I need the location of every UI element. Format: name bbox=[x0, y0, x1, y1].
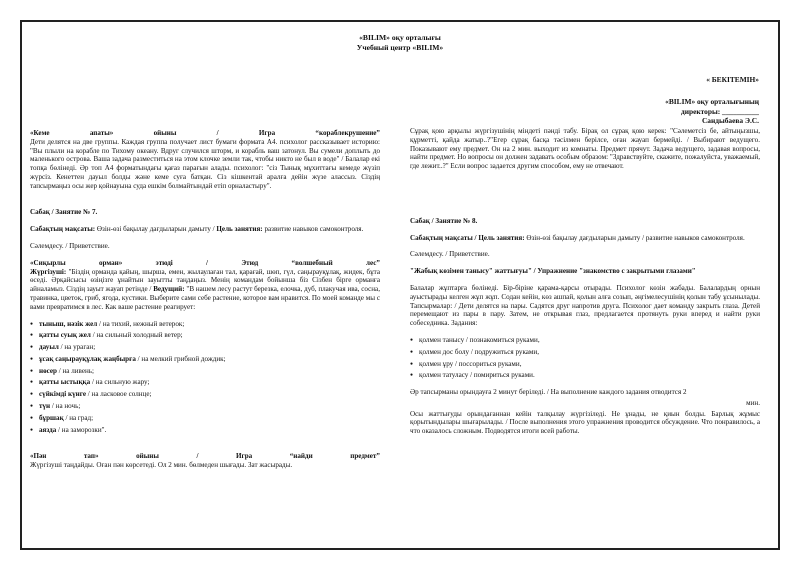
title-word: «Пән bbox=[30, 452, 47, 461]
list-item: ● тыныш, нәзік жел / на тихий, нежный ветерок; bbox=[30, 320, 380, 329]
title-word: лес” bbox=[366, 258, 380, 267]
title-word: «Кеме bbox=[30, 129, 50, 137]
leader-label: Жүргізуші: bbox=[30, 267, 67, 276]
goal-text: Өзін-өзі бақылау дағдыларын дамыту / развитие навыков самоконтроля. bbox=[526, 233, 745, 242]
left-column bbox=[30, 129, 380, 478]
exercise-text: Балалар жұптарға бөлінеді. Бір-біріне қарама-қарсы отырады. Психолог көзін жабады. Балалардың орнын ауыстырады келген жұп жұп. Содан кейін, көз ашпай, қолын алға созып, әңгімелесушінің қолын табу ұсынылады. Тапсырмалар: / Дети делятся на пары. Садятся друг напротив друга. Психолог дает команду закрыть глаза. Детей перемещают из пары в пару. Затем, не открывая глаз, предлагается протянуть руки вперед и найти руки собеседника. Задания: bbox=[410, 284, 760, 328]
title-word: Игра bbox=[258, 129, 276, 137]
goal-label-kz: Сабақтың мақсаты / bbox=[410, 233, 477, 242]
approval-title: « БЕКІТЕМІН» bbox=[706, 75, 759, 84]
document-page bbox=[25, 25, 775, 545]
list-item: ● қолмен танысу / познакомиться руками, bbox=[410, 336, 760, 345]
title-word: “кораблекрушение” bbox=[315, 129, 380, 137]
title-word: апаты» bbox=[89, 129, 114, 137]
title-word: орман» bbox=[98, 258, 123, 267]
etude-text-kz: "Біздің орманда қайың, шырша, емен, жылаулаған тал, қарағай, шөп, гүл, саңырауқұлақ, жидек, бұта өседі. Әрқайсысы өзіңізге ұнайтын зауытты таңдаңыз. Менің командам бойынша бiз Сізбен бірге орманға айналамыз. Сіздің зауыт жауап ретінде / bbox=[30, 267, 380, 294]
goal-label-ru: Цель занятия: bbox=[478, 233, 525, 242]
list-item: ● қолмен ұру / поссориться руками, bbox=[410, 360, 760, 369]
item-kz: ұсақ саңырауқұлақ жаңбырға bbox=[39, 354, 136, 363]
exercise-title: "Жабық көзімен танысу" жаттығуы" / Упражнение "знакомство с закрытыми глазами" bbox=[410, 267, 696, 276]
item-ru: на сильную жару; bbox=[95, 378, 150, 387]
list-item: ● сүйкімді күнге / на ласковое солнце; bbox=[30, 390, 380, 399]
item-kz: бұршақ bbox=[39, 413, 64, 422]
list-item: ● қолмен татуласу / помириться руками. bbox=[410, 371, 760, 380]
item-ru: на мелкий грибной дождик; bbox=[141, 354, 226, 363]
item-kz: сүйкімді күнге bbox=[39, 390, 87, 399]
item-ru: на заморозки". bbox=[61, 425, 107, 434]
item-kz: нөсер bbox=[39, 366, 57, 375]
item-ru: на тихий, нежный ветерок; bbox=[102, 319, 185, 328]
item-kz: аязда bbox=[39, 425, 57, 434]
title-word: Этюд bbox=[241, 258, 259, 267]
header-line-kz: «BILIM» оқу орталығы bbox=[359, 33, 441, 42]
list-item: ● нөсер / на ливень; bbox=[30, 367, 380, 376]
game2-title bbox=[30, 452, 380, 461]
title-word: “найди bbox=[289, 452, 313, 461]
list-item: ● түн / на ночь; bbox=[30, 402, 380, 411]
time-unit: мин. bbox=[746, 398, 760, 407]
tasks-list bbox=[410, 336, 760, 380]
title-word: / bbox=[206, 258, 209, 267]
greeting: Сәлемдесу. / Приветствие. bbox=[30, 242, 110, 251]
lesson8-goal bbox=[410, 234, 760, 243]
item-ru: на град; bbox=[69, 413, 94, 422]
approval-name: Сандыбаева Э.С. bbox=[701, 116, 759, 126]
goal-ru: развитие навыков самоконтроля. bbox=[264, 225, 364, 234]
document-header bbox=[25, 33, 775, 53]
goal-kz: Өзін-өзі бақылау дағдыларын дамыту / bbox=[96, 225, 215, 234]
list-item: ● қолмен дос болу / подружиться руками, bbox=[410, 348, 760, 357]
lesson8-heading: Сабақ / Занятие № 8. bbox=[410, 216, 478, 225]
game2-text: Жүргізуші таңдайды. Оған пән көрсетеді. Ол 2 мин. бөлмеден шығады. Зат жасырады. bbox=[30, 461, 293, 470]
list-item: ● аязда / на заморозки". bbox=[30, 426, 380, 435]
goal-label-kz: Сабақтың мақсаты: bbox=[30, 225, 96, 234]
title-word: “волшебный bbox=[291, 258, 333, 267]
goal-label-ru: Цель занятия: bbox=[216, 225, 263, 234]
item-ru: на ночь; bbox=[55, 401, 81, 410]
title-word: предмет” bbox=[350, 452, 380, 461]
greeting: Сәлемдесу. / Приветствие. bbox=[410, 250, 490, 259]
title-word: «Сиқырлы bbox=[30, 258, 66, 267]
item-ru: на ласковое солнце; bbox=[91, 390, 152, 399]
item-kz: қатты суық жел bbox=[39, 331, 91, 340]
header-line-ru: Учебный центр «BILIM» bbox=[356, 42, 444, 52]
etude-text bbox=[30, 268, 380, 312]
title-word: ойыны bbox=[136, 452, 159, 461]
lesson7-goal bbox=[30, 225, 380, 234]
leader-label-ru: Ведущий: bbox=[153, 285, 185, 294]
final-text: Осы жаттығуды орындағаннан кейін талқылау жүргізіледі. Не ұнады, не қиын болды. Барлық жұмыс қорытындылары шығарылады. / После выполнения этого упражнения проводится обсуждение. Что понравилось, а что оказалось сложным. Подводятся итоги всей работы. bbox=[410, 409, 760, 436]
item-ru: на сильный холодный ветер; bbox=[96, 331, 183, 340]
approval-director: директоры: __________ bbox=[680, 106, 759, 116]
list-item: ● қатты суық жел / на сильный холодный ветер; bbox=[30, 331, 380, 340]
list-item: ● бұршақ / на град; bbox=[30, 414, 380, 423]
weather-list bbox=[30, 320, 380, 435]
game1-text: Дети делятся на две группы. Каждая группа получает лист бумаги формата А4. психолог рассказывает историю: "Вы плыли на корабле по Тихому океану. Вдруг случился шторм, и корабль ваш затонул. Вы сумели доплыть до маленького острова. Ваша задача разместиться на этом клочке земли так, чтобы никто не был в воде" / Балалар екі топқа бөлінеді. Әр топ А4 форматындағы қағаз парағын алады. психолог: "сіз Тынық мұхиттағы кемеде жүзіп жүрсіз. Кенеттен дауыл болды және кеме суға батқан. Сіз кішкентай аралға дейін жүзе алассыз. Сіздің тапсырмаңыз осы жер қойнауына суда ешкім болмайтындай етіп орналастыру". bbox=[30, 137, 380, 190]
item-ru: на ураган; bbox=[64, 343, 96, 352]
title-word: Игра bbox=[235, 452, 253, 461]
time-text bbox=[410, 388, 760, 397]
approval-block bbox=[665, 75, 759, 126]
right-column bbox=[410, 127, 760, 444]
game2-continuation: Сұрақ қою арқылы жүргізушінің міндеті пәнді табу. Бірақ ол сұрақ қою керек: "Сәлеметсіз бе, айтыңызшы, құрметті, қайда жатыр..?"Егер сұрақ басқа тәсілмен берілсе, оған жауап бермейді. / Выбирают ведущего. Показывают ему предмет. Он на 2 мин. выходит из комнаты. Предмет прячут. Задача ведущего, задавая вопросы, найти предмет. Но вопросы он должен задавать особым образом: "Здравствуйте, скажите, пожалуйста, уважаемый, где лежит..?" Если вопрос задается другим способом, ему не отвечают. bbox=[410, 127, 760, 171]
etude-title bbox=[30, 259, 380, 268]
title-word: тап» bbox=[83, 452, 99, 461]
list-item: ● дауыл / на ураган; bbox=[30, 343, 380, 352]
item-kz: қатты ыстыққа bbox=[39, 378, 91, 387]
title-word: / bbox=[216, 129, 219, 137]
list-item: ● ұсақ саңырауқұлақ жаңбырға / на мелкий грибной дождик; bbox=[30, 355, 380, 364]
title-word: этюді bbox=[155, 258, 173, 267]
item-kz: түн bbox=[39, 401, 51, 410]
lesson7-heading: Сабақ / Занятие № 7. bbox=[30, 208, 98, 217]
item-ru: на ливень; bbox=[62, 366, 95, 375]
game1-title bbox=[30, 129, 380, 138]
title-word: / bbox=[196, 452, 199, 461]
item-kz: дауыл bbox=[39, 343, 59, 352]
title-word: ойыны bbox=[153, 129, 177, 137]
approval-org: «BILIM» оқу орталығының bbox=[665, 96, 759, 106]
etude-text-ru: "В нашем лесу растут березка, елочка, дуб, плакучая ива, сосна, травинка, цветок, гриб, ягода, кустики. Выберите сами себе растение, которое вам нравится. По моей команде мы с вами превратимся в лес. Как ваше растение реагирует: bbox=[30, 285, 380, 311]
time-sentence: Әр тапсырманы орындауға 2 минут беріледі. / На выполнение каждого задания отводится 2 bbox=[410, 388, 687, 397]
item-kz: тыныш, нәзік жел bbox=[39, 319, 98, 328]
list-item: ● қатты ыстыққа / на сильную жару; bbox=[30, 378, 380, 387]
